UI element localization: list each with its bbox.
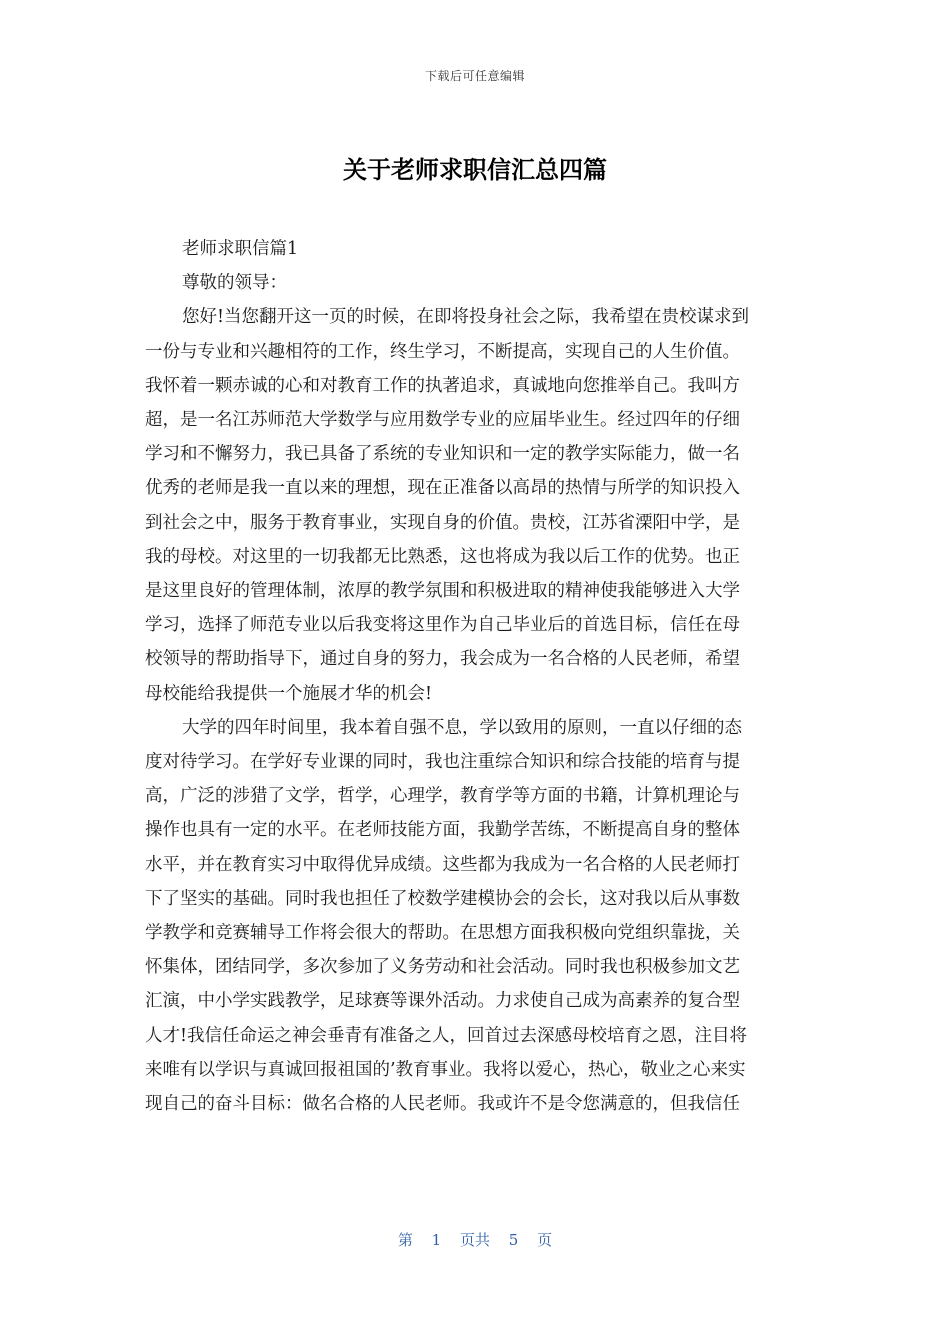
- body-paragraph-1: 您好!当您翻开这一页的时候，在即将投身社会之际，我希望在贵校谋求到 一份与专业和兴趣相符的工作，终生学习，不断提高，实现自己的人生价值。 我怀着一颗赤诚的心和对教育工作的执著追求，真诚地向您推举自己。我叫方 超，是一名江苏师范大学数学与应用数学专业的应届毕业生。经过四年的仔细 学习和不懈努力，我已具备了系统的专业知识和一定的教学实际能力，做一名 优秀的老师是我一直以来的理想，现在正准备以高昂的热情与所学的知识投入 到社会之中，服务于教育事业，实现自身的价值。贵校，江苏省溧阳中学，是 我的母校。对这里的一切我都无比熟悉，这也将成为我以后工作的优势。也正 是这里良好的管理体制，浓厚的教学氛围和积极进取的精神使我能够进入大学 学习，选择了师范专业以后我变将这里作为自己毕业后的首选目标，信任在母 校领导的帮助指导下，通过自身的努力，我会成为一名合格的人民老师，希望 母校能给我提供一个施展才华的机会!: [145, 307, 750, 704]
- salutation: 尊敬的领导：: [182, 273, 287, 294]
- document-body: [145, 232, 810, 1121]
- page-number-footer: 第 1 页共 5 页: [397, 1231, 553, 1249]
- body-paragraph-2: 大学的四年时间里，我本着自强不息，学以致用的原则，一直以仔细的态 度对待学习。在学好专业课的同时，我也注重综合知识和综合技能的培育与提 高，广泛的涉猎了文学，哲学，心理学，教育学等方面的书籍，计算机理论与 操作也具有一定的水平。在老师技能方面，我勤学苦练，不断提高自身的整体 水平，并在教育实习中取得优异成绩。这些都为我成为一名合格的人民老师打 下了坚实的基础。同时我也担任了校数学建模协会的会长，这对我以后从事数 学教学和竞赛辅导工作将会很大的帮助。在思想方面我积极向党组织靠拢，关 怀集体，团结同学，多次参加了义务劳动和社会活动。同时我也积极参加文艺 汇演，中小学实践教学，足球赛等课外活动。力求使自己成为高素养的复合型 人才!我信任命运之神会垂青有准备之人，回首过去深感母校培育之恩，注目将 来唯有以学识与真诚回报祖国的’教育事业。我将以爱心，热心，敬业之心来实 现自己的奋斗目标：做名合格的人民老师。我或许不是令您满意的，但我信任: [145, 717, 748, 1115]
- document-title: 关于老师求职信汇总四篇: [343, 156, 607, 184]
- section-heading: 老师求职信篇1: [182, 239, 299, 259]
- header-note: 下载后可任意编辑: [424, 69, 525, 83]
